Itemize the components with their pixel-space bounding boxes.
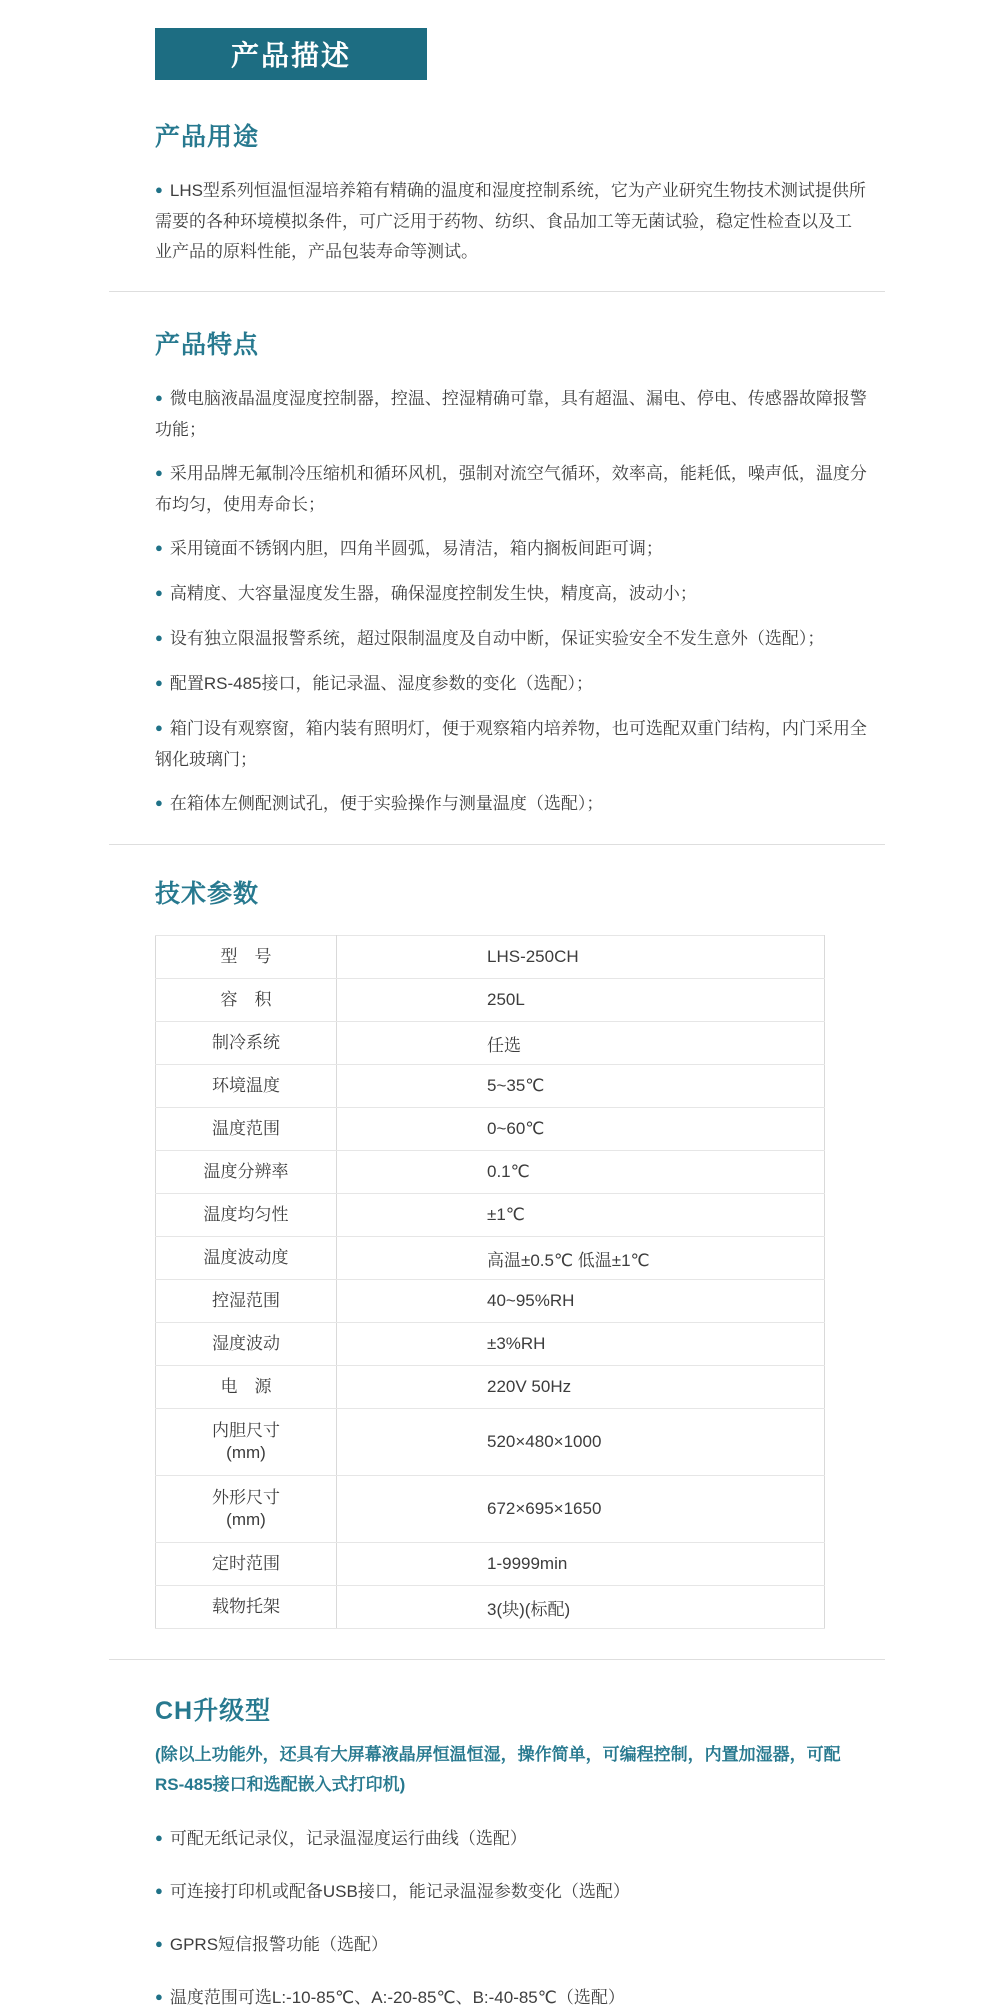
- spec-label: 温度均匀性: [156, 1194, 337, 1237]
- spec-sublabel: (mm): [226, 1510, 266, 1529]
- spec-sublabel: (mm): [226, 1443, 266, 1462]
- spec-value: 250L: [337, 979, 825, 1022]
- spec-value: 220V 50Hz: [337, 1366, 825, 1409]
- bullet-icon: ●: [155, 585, 163, 600]
- spec-row: [156, 1366, 825, 1409]
- bullet-icon: ●: [155, 630, 163, 645]
- spec-row: [156, 1476, 825, 1543]
- section-upgrade: [155, 1696, 885, 2014]
- product-description-banner: [155, 28, 427, 80]
- feature-bullet-text: 微电脑液晶温度湿度控制器，控温、控湿精确可靠，具有超温、漏电、停电、传感器故障报警功能；: [155, 389, 867, 439]
- spec-row: [156, 979, 825, 1022]
- spec-row: [156, 1323, 825, 1366]
- bullet-icon: ●: [155, 182, 163, 197]
- upgrade-bullet-text: 可连接打印机或配备USB接口，能记录温湿参数变化（选配）: [169, 1882, 630, 1901]
- feature-bullet-text: 采用品牌无氟制冷压缩机和循环风机，强制对流空气循环，效率高，能耗低，噪声低，温度分布均匀，使用寿命长；: [155, 464, 867, 514]
- section-usage: [155, 122, 885, 267]
- spec-value: 0~60℃: [337, 1108, 825, 1151]
- spec-value: 任选: [337, 1022, 825, 1065]
- section-specs: [155, 879, 885, 1629]
- spec-value: 40~95%RH: [337, 1280, 825, 1323]
- bullet-icon: ●: [155, 540, 163, 555]
- feature-bullet: [155, 459, 867, 520]
- feature-bullet: [155, 714, 867, 775]
- feature-bullet: [155, 384, 867, 445]
- spec-row: [156, 1065, 825, 1108]
- spec-row: [156, 1237, 825, 1280]
- spec-row: [156, 1280, 825, 1323]
- upgrade-bullet-text: 可配无纸记录仪，记录温湿度运行曲线（选配）: [169, 1829, 527, 1848]
- specs-heading: 技术参数: [155, 880, 260, 908]
- spec-row: [156, 1409, 825, 1476]
- feature-bullet: [155, 579, 867, 610]
- spec-label: 温度分辨率: [156, 1151, 337, 1194]
- spec-label: 内胆尺寸: [212, 1421, 280, 1440]
- feature-bullet-text: 采用镜面不锈钢内胆，四角半圆弧，易清洁，箱内搁板间距可调；: [169, 539, 663, 558]
- bullet-icon: ●: [155, 465, 163, 480]
- upgrade-bullet: [155, 1824, 867, 1855]
- spec-value: ±3%RH: [337, 1323, 825, 1366]
- spec-value: 5~35℃: [337, 1065, 825, 1108]
- upgrade-bullet-text: GPRS短信报警功能（选配）: [169, 1935, 389, 1954]
- bullet-icon: ●: [155, 390, 163, 405]
- usage-bullet: [155, 176, 867, 267]
- upgrade-bullet: [155, 1930, 867, 1961]
- spec-value: 672×695×1650: [337, 1476, 825, 1543]
- spec-label: 温度波动度: [156, 1237, 337, 1280]
- section-divider: [109, 844, 885, 845]
- upgrade-note: (除以上功能外，还具有大屏幕液晶屏恒温恒湿，操作简单，可编程控制，内置加湿器，可配RS-485接口和选配嵌入式打印机): [155, 1745, 841, 1794]
- feature-bullet: [155, 624, 867, 655]
- spec-value: 1-9999min: [337, 1543, 825, 1586]
- feature-bullet-text: 设有独立限温报警系统，超过限制温度及自动中断，保证实验安全不发生意外（选配）；: [169, 629, 825, 648]
- feature-bullet-text: 高精度、大容量湿度发生器，确保湿度控制发生快，精度高，波动小；: [169, 584, 697, 603]
- section-features: [155, 330, 885, 820]
- spec-row: [156, 1543, 825, 1586]
- bullet-icon: ●: [155, 675, 163, 690]
- spec-label: 制冷系统: [156, 1022, 337, 1065]
- spec-label: 外形尺寸: [212, 1488, 280, 1507]
- spec-row: [156, 1586, 825, 1629]
- specs-table: [155, 935, 825, 1629]
- feature-bullet-text: 箱门设有观察窗，箱内装有照明灯，便于观察箱内培养物，也可选配双重门结构，内门采用全钢化玻璃门；: [155, 719, 867, 769]
- spec-label: 载物托架: [156, 1586, 337, 1629]
- bullet-icon: ●: [155, 720, 163, 735]
- spec-value: LHS-250CH: [337, 936, 825, 979]
- spec-label: 电 源: [156, 1366, 337, 1409]
- usage-heading: 产品用途: [155, 123, 260, 151]
- features-bullet-list: [155, 384, 885, 820]
- usage-bullet-text: LHS型系列恒温恒湿培养箱有精确的温度和湿度控制系统，它为产业研究生物技术测试提供所需要的各种环境模拟条件，可广泛用于药物、纺织、食品加工等无菌试验，稳定性检查以及工业产品的原料性能，产品包装寿命等测试。: [155, 181, 866, 261]
- upgrade-bullet-text: 温度范围可选L:-10-85℃、A:-20-85℃、B:-40-85℃（选配）: [169, 1988, 625, 2007]
- section-divider: [109, 1659, 885, 1660]
- spec-value: 高温±0.5℃ 低温±1℃: [337, 1237, 825, 1280]
- spec-label: 湿度波动: [156, 1323, 337, 1366]
- upgrade-heading: CH升级型: [155, 1697, 272, 1725]
- banner-title: 产品描述: [230, 40, 351, 71]
- bullet-icon: ●: [155, 1989, 163, 2004]
- bullet-icon: ●: [155, 1883, 163, 1898]
- spec-label: 容 积: [156, 979, 337, 1022]
- upgrade-bullet-list: [155, 1824, 885, 2014]
- feature-bullet: [155, 669, 867, 700]
- section-divider: [109, 291, 885, 292]
- spec-row: [156, 1022, 825, 1065]
- spec-label: 环境温度: [156, 1065, 337, 1108]
- spec-label: 温度范围: [156, 1108, 337, 1151]
- spec-value: 3(块)(标配): [337, 1586, 825, 1629]
- spec-row: [156, 1151, 825, 1194]
- feature-bullet: [155, 534, 867, 565]
- bullet-icon: ●: [155, 795, 163, 810]
- feature-bullet-text: 配置RS-485接口，能记录温、湿度参数的变化（选配）；: [169, 674, 593, 693]
- spec-value: 0.1℃: [337, 1151, 825, 1194]
- spec-value: 520×480×1000: [337, 1409, 825, 1476]
- upgrade-bullet: [155, 1983, 867, 2014]
- spec-label: 型 号: [156, 936, 337, 979]
- features-heading: 产品特点: [155, 331, 260, 359]
- bullet-icon: ●: [155, 1830, 163, 1845]
- spec-label: 定时范围: [156, 1543, 337, 1586]
- spec-row: [156, 1108, 825, 1151]
- usage-bullet-list: [155, 176, 885, 267]
- feature-bullet: [155, 789, 867, 820]
- upgrade-bullet: [155, 1877, 867, 1908]
- feature-bullet-text: 在箱体左侧配测试孔，便于实验操作与测量温度（选配）；: [169, 794, 604, 813]
- spec-value: ±1℃: [337, 1194, 825, 1237]
- spec-row: [156, 936, 825, 979]
- spec-label: 控湿范围: [156, 1280, 337, 1323]
- spec-row: [156, 1194, 825, 1237]
- bullet-icon: ●: [155, 1936, 163, 1951]
